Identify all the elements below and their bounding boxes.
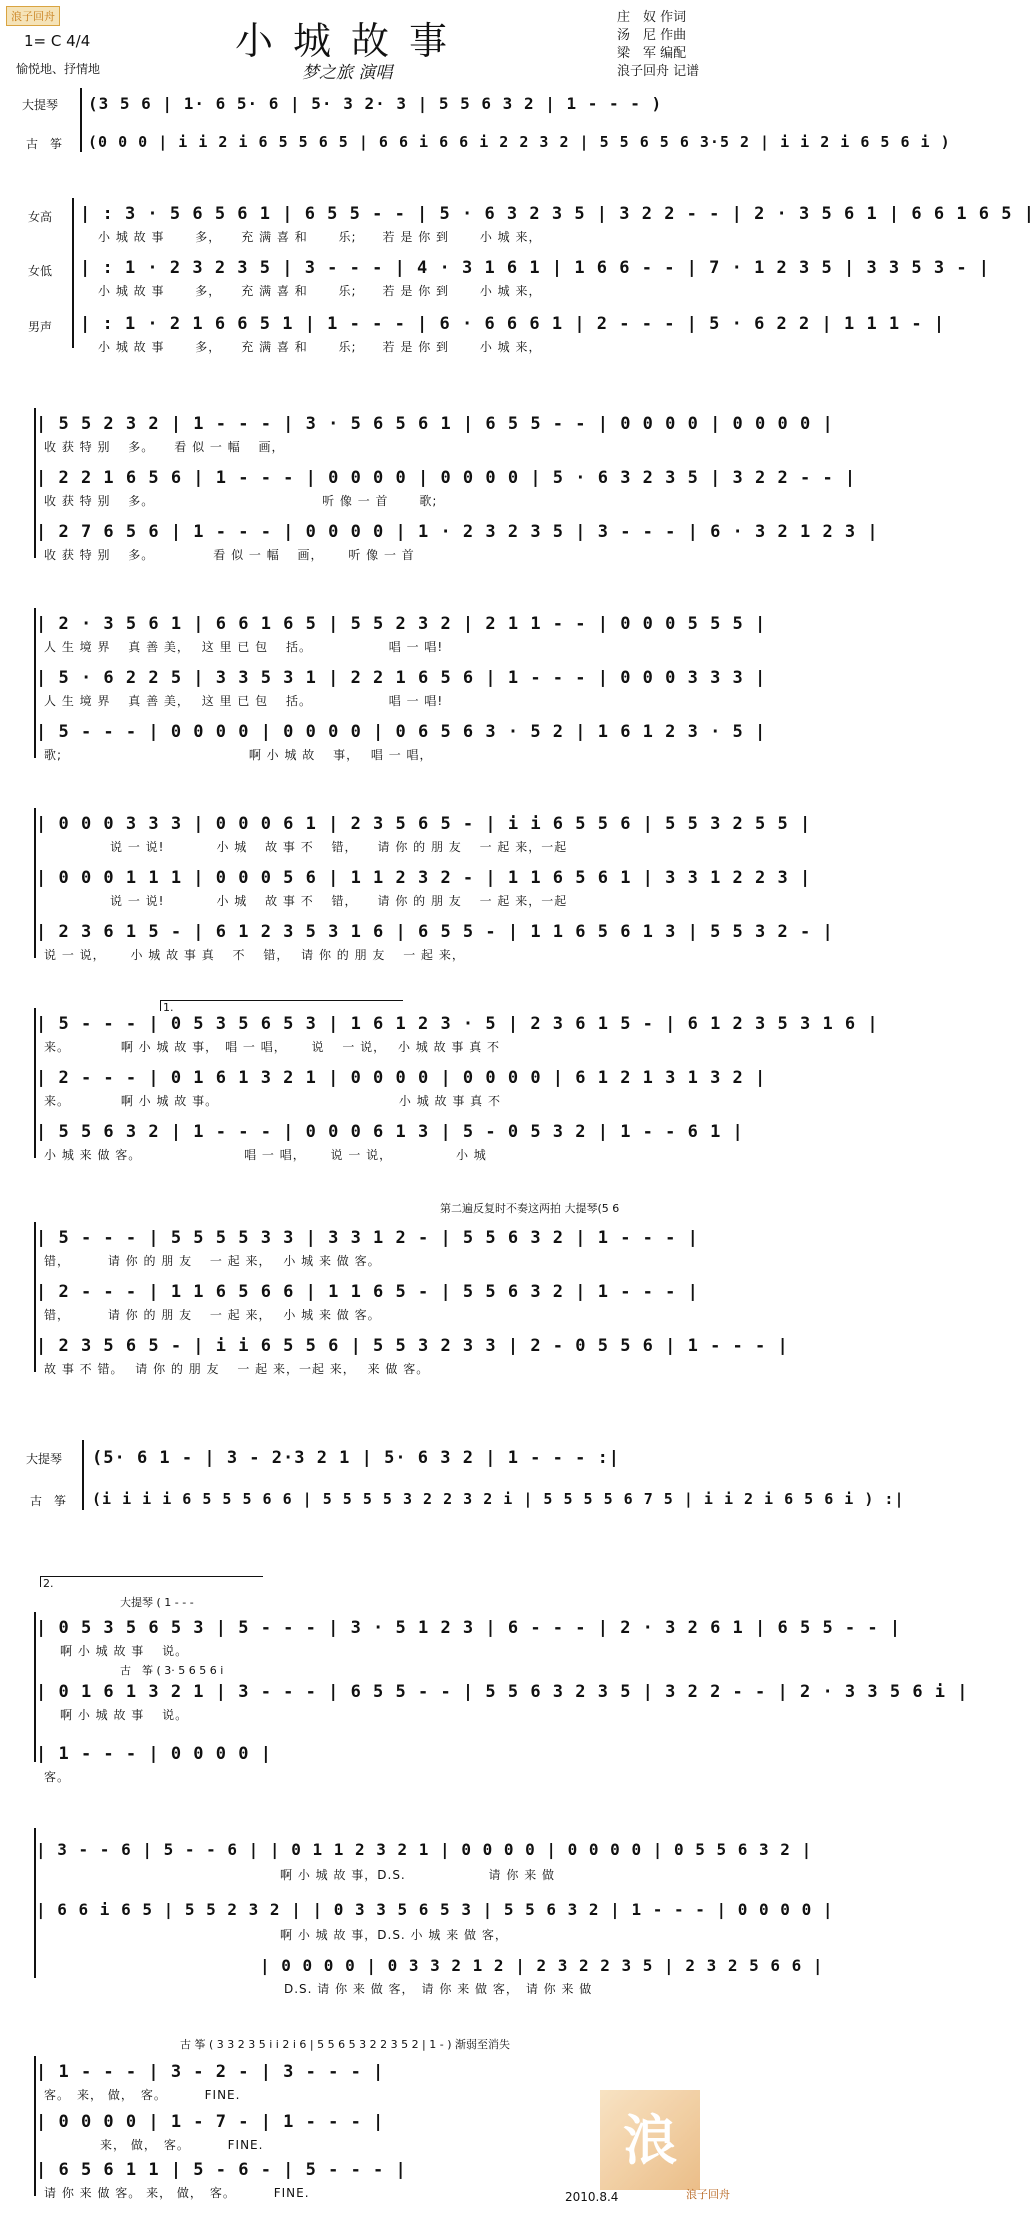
staff-lyrics: 说 一 说， 小 城 故 事 真 不 错， 请 你 的 朋 友 一 起 来， [44, 948, 465, 962]
staff-lyrics: 错， 请 你 的 朋 友 一 起 来， 小 城 来 做 客。 [44, 1254, 381, 1268]
interlude-guzheng-line: (i i i i 6 5 5 5 6 6 | 5 5 5 5 3 2 2 3 2 i | 5 5 5 5 6 7 5 | i i 2 i 6 5 6 i ) :| [92, 1490, 905, 1508]
interlude-label-guzheng: 古 筝 [30, 1494, 67, 1508]
staff-notes: | 5 - - - | 5 5 5 5 3 3 | 3 3 1 2 - | 5 5 6 3 2 | 1 - - - | [36, 1228, 699, 1248]
system-brace [72, 198, 80, 348]
staff-notes: | 5 · 6 2 2 5 | 3 3 5 3 1 | 2 2 1 6 5 6 | 1 - - - | 0 0 0 3 3 3 | [36, 668, 767, 688]
staff-notes: | 0 1 6 1 3 2 1 | 3 - - - | 6 5 5 - - | 5 5 6 3 2 3 5 | 3 2 2 - - | 2 · 3 3 5 6 i | [36, 1682, 969, 1702]
staff-notes: | : 3 · 5 6 5 6 1 | 6 5 5 - - | 5 · 6 3 2 3 5 | 3 2 2 - - | 2 · 3 5 6 1 | 6 6 1 6 5 | [80, 204, 1035, 224]
cue-cello: 大提琴 ( 1 - - - [120, 1596, 194, 1609]
credit-music: 汤 尼 作曲 [617, 28, 687, 43]
interlude-cello-line: (5· 6 1 - | 3 - 2·3 2 1 | 5· 6 3 2 | 1 - - - :| [92, 1448, 621, 1468]
staff-lyrics: 请 你 来 做 客。 来， 做， 客。 FINE. [44, 2186, 310, 2200]
staff-lyrics: 客。 来， 做， 客。 FINE. [44, 2088, 241, 2102]
volta-second-ending: 2. [40, 1576, 263, 1587]
staff-notes: | 2 · 3 5 6 1 | 6 6 1 6 5 | 5 5 2 3 2 | 2 1 1 - - | 0 0 0 5 5 5 | [36, 614, 767, 634]
staff-lyrics: 人 生 境 界 真 善 美， 这 里 已 包 括。 唱 一 唱! [44, 640, 444, 654]
staff-lyrics: 来。 啊 小 城 故 事。 小 城 故 事 真 不 [44, 1094, 501, 1108]
staff-notes: | : 1 · 2 3 2 3 5 | 3 - - - | 4 · 3 1 6 1 | 1 6 6 - - | 7 · 1 2 3 5 | 3 3 5 3 - | [80, 258, 991, 278]
staff-notes: | 0 5 3 5 6 5 3 | 5 - - - | 3 · 5 1 2 3 | 6 - - - | 2 · 3 2 6 1 | 6 5 5 - - | [36, 1618, 902, 1638]
intro-brace [80, 88, 88, 152]
staff-lyrics: 小 城 来 做 客。 唱 一 唱， 说 一 说， 小 城 [44, 1148, 487, 1162]
staff-notes: | 5 5 2 3 2 | 1 - - - | 3 · 5 6 5 6 1 | 6 5 5 - - | 0 0 0 0 | 0 0 0 0 | [36, 414, 834, 434]
interlude-brace [82, 1440, 90, 1510]
song-title: 小城故事 [235, 19, 468, 63]
staff-notes: | 2 - - - | 0 1 6 1 3 2 1 | 0 0 0 0 | 0 0 0 0 | 6 1 2 1 3 1 3 2 | [36, 1068, 767, 1088]
staff-notes: | 0 0 0 3 3 3 | 0 0 0 6 1 | 2 3 5 6 5 - | i i 6 5 5 6 | 5 5 3 2 5 5 | [36, 814, 812, 834]
staff-notes: | 5 - - - | 0 5 3 5 6 5 3 | 1 6 1 2 3 · 5 | 2 3 6 1 5 - | 6 1 2 3 5 3 1 6 | [36, 1014, 879, 1034]
staff-lyrics: 啊 小 城 故 事，D.S. 请 你 来 做 [280, 1868, 556, 1882]
volta-first-ending: 1. [160, 1000, 403, 1011]
repeat-note: 第二遍反复时不奏这两拍 大提琴(5 6 [440, 1202, 620, 1215]
stamp-caption: 浪子回舟 [686, 2188, 730, 2201]
staff-lyrics: 啊 小 城 故 事 说。 [60, 1708, 189, 1722]
logo-badge: 浪子回舟 [6, 6, 60, 26]
staff-lyrics: 歌; 啊 小 城 故 事， 唱 一 唱， [44, 748, 433, 762]
guzheng-cue-final: 古 筝 ( 3 3 2 3 5 i i 2 i 6 | 5 5 6 5 3 2 2 3 5 2 | 1 - ) 渐弱至消失 [180, 2038, 511, 2051]
staff-lyrics: 小 城 故 事 多， 充 满 喜 和 乐; 若 是 你 到 小 城 来， [98, 284, 542, 298]
staff-notes: | 3 - - 6 | 5 - - 6 | | 0 1 1 2 3 2 1 | 0 0 0 0 | 0 0 0 0 | 0 5 5 6 3 2 | [36, 1840, 813, 1859]
staff-lyrics: 来， 做， 客。 FINE. [100, 2138, 264, 2152]
staff-lyrics: 故 事 不 错。 请 你 的 朋 友 一 起 来，一起 来， 来 做 客。 [44, 1362, 430, 1376]
mood-marking: 愉悦地、抒情地 [16, 62, 101, 76]
performer-line: 梦之旅 演唱 [302, 63, 393, 83]
staff-lyrics: 小 城 故 事 多， 充 满 喜 和 乐; 若 是 你 到 小 城 来， [98, 230, 542, 244]
credit-transcribe: 浪子回舟 记谱 [617, 64, 700, 79]
staff-notes: | 5 5 6 3 2 | 1 - - - | 0 0 0 6 1 3 | 5 - 0 5 3 2 | 1 - - 6 1 | [36, 1122, 744, 1142]
credit-lyrics: 庄 奴 作词 [617, 10, 687, 25]
staff-notes: | : 1 · 2 1 6 6 5 1 | 1 - - - | 6 · 6 6 6 1 | 2 - - - | 5 · 6 2 2 | 1 1 1 - | [80, 314, 946, 334]
staff-lyrics: 啊 小 城 故 事 说。 [60, 1644, 189, 1658]
intro-cello-line: (3 5 6 | 1· 6 5· 6 | 5· 3 2· 3 | 5 5 6 3 2 | 1 - - - ) [88, 94, 663, 113]
staff-notes: | 2 - - - | 1 1 6 5 6 6 | 1 1 6 5 - | 5 5 6 3 2 | 1 - - - | [36, 1282, 699, 1302]
staff-notes: | 6 5 6 1 1 | 5 - 6 - | 5 - - - | [36, 2160, 407, 2180]
credit-arrange: 梁 军 编配 [617, 46, 687, 61]
staff-notes: | 5 - - - | 0 0 0 0 | 0 0 0 0 | 0 6 5 6 3 · 5 2 | 1 6 1 2 3 · 5 | [36, 722, 767, 742]
part-label-alto: 女低 [28, 264, 53, 278]
staff-notes: | 2 3 6 1 5 - | 6 1 2 3 5 3 1 6 | 6 5 5 - | 1 1 6 5 6 1 3 | 5 5 3 2 - | [36, 922, 834, 942]
cue-guzheng: 古 筝 ( 3· 5 6 5 6 i [120, 1664, 224, 1677]
intro-label-cello: 大提琴 [22, 98, 59, 112]
interlude-label-cello: 大提琴 [26, 1452, 63, 1466]
staff-lyrics: D.S. 请 你 来 做 客， 请 你 来 做 客， 请 你 来 做 [284, 1982, 593, 1996]
staff-notes: | 0 0 0 1 1 1 | 0 0 0 5 6 | 1 1 2 3 2 - | 1 1 6 5 6 1 | 3 3 1 2 2 3 | [36, 868, 812, 888]
staff-lyrics: 说 一 说! 小 城 故 事 不 错， 请 你 的 朋 友 一 起 来，一起 [110, 840, 568, 854]
key-signature: 1= C 4/4 [24, 32, 91, 50]
watermark-stamp [600, 2090, 700, 2190]
staff-lyrics: 收 获 特 别 多。 听 像 一 首 歌; [44, 494, 438, 508]
intro-guzheng-line: (0 0 0 | i i 2 i 6 5 5 6 5 | 6 6 i 6 6 i 2 2 3 2 | 5 5 6 5 6 3·5 2 | i i 2 i 6 5 6 i ) [88, 133, 951, 151]
staff-lyrics: 说 一 说! 小 城 故 事 不 错， 请 你 的 朋 友 一 起 来，一起 [110, 894, 568, 908]
part-label-male: 男声 [28, 320, 53, 334]
staff-notes: | 2 2 1 6 5 6 | 1 - - - | 0 0 0 0 | 0 0 0 0 | 5 · 6 3 2 3 5 | 3 2 2 - - | [36, 468, 857, 488]
staff-notes: | 1 - - - | 0 0 0 0 | [36, 1744, 272, 1764]
staff-lyrics: 收 获 特 别 多。 看 似 一 幅 画， 听 像 一 首 [44, 548, 415, 562]
intro-label-guzheng: 古 筝 [26, 137, 63, 151]
staff-lyrics: 错， 请 你 的 朋 友 一 起 来， 小 城 来 做 客。 [44, 1308, 381, 1322]
staff-notes: | 6 6 i 6 5 | 5 5 2 3 2 | | 0 3 3 5 6 5 3 | 5 5 6 3 2 | 1 - - - | 0 0 0 0 | [36, 1900, 834, 1919]
staff-lyrics: 客。 [44, 1770, 71, 1784]
staff-lyrics: 收 获 特 别 多。 看 似 一 幅 画， [44, 440, 285, 454]
staff-lyrics: 来。 啊 小 城 故 事， 唱 一 唱， 说 一 说， 小 城 故 事 真 不 [44, 1040, 501, 1054]
staff-notes: | 0 0 0 0 | 1 - 7 - | 1 - - - | [36, 2112, 385, 2132]
staff-lyrics: 小 城 故 事 多， 充 满 喜 和 乐; 若 是 你 到 小 城 来， [98, 340, 542, 354]
staff-notes: | 0 0 0 0 | 0 3 3 2 1 2 | 2 3 2 2 3 5 | 2 3 2 5 6 6 | [260, 1956, 824, 1975]
staff-notes: | 1 - - - | 3 - 2 - | 3 - - - | [36, 2062, 385, 2082]
staff-notes: | 2 3 5 6 5 - | i i 6 5 5 6 | 5 5 3 2 3 3 | 2 - 0 5 5 6 | 1 - - - | [36, 1336, 789, 1356]
staff-lyrics: 啊 小 城 故 事，D.S. 小 城 来 做 客， [280, 1928, 508, 1942]
transcription-date: 2010.8.4 [565, 2190, 619, 2204]
stamp-glyph: 浪 [623, 2108, 677, 2172]
part-label-soprano: 女高 [28, 210, 53, 224]
staff-notes: | 2 7 6 5 6 | 1 - - - | 0 0 0 0 | 1 · 2 3 2 3 5 | 3 - - - | 6 · 3 2 1 2 3 | [36, 522, 879, 542]
staff-lyrics: 人 生 境 界 真 善 美， 这 里 已 包 括。 唱 一 唱! [44, 694, 444, 708]
